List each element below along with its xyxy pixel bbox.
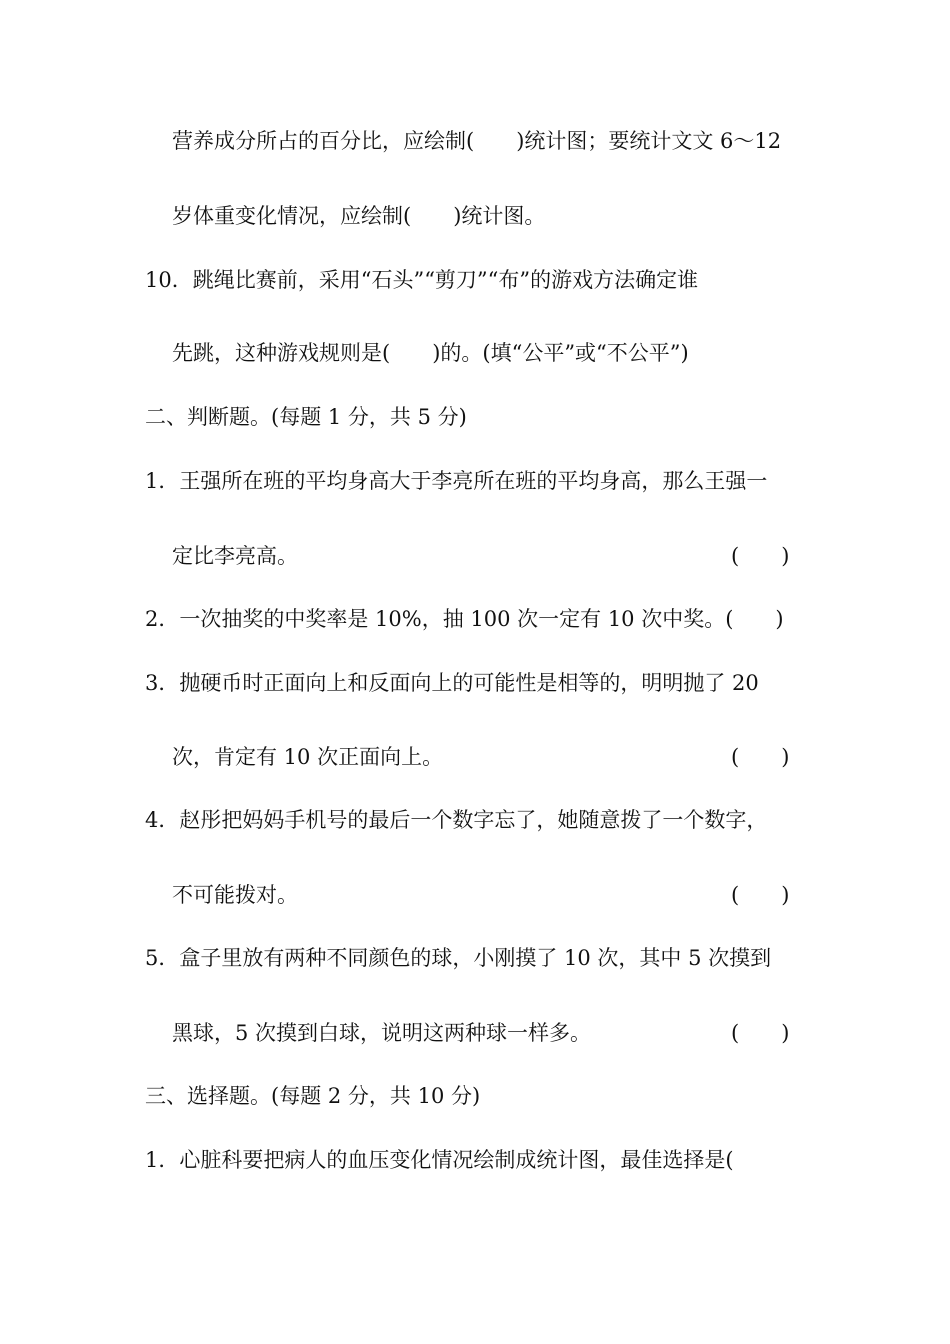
text-line-6 <box>0 461 950 501</box>
text-line-2 <box>0 196 950 236</box>
section-heading-judgment: 二、判断题。(每题 1 分，共 5 分) <box>145 405 467 429</box>
answer-bracket: ( ) <box>731 745 790 769</box>
text-line-9 <box>0 663 950 703</box>
judgment-question-1: 1．王强所在班的平均身高大于李亮所在班的平均身高，那么王强一 <box>145 469 768 493</box>
text-line-1 <box>0 121 950 161</box>
question-10-continuation: 先跳，这种游戏规则是( )的。(填“公平”或“不公平”) <box>172 341 689 365</box>
text-line-3 <box>0 260 950 300</box>
judgment-question-3-continuation: 次，肯定有 10 次正面向上。 <box>172 745 444 769</box>
answer-bracket: ( ) <box>731 1021 790 1045</box>
judgment-question-5-continuation: 黑球，5 次摸到白球，说明这两种球一样多。 <box>172 1021 592 1045</box>
question-10: 10．跳绳比赛前，采用“石头”“剪刀”“布”的游戏方法确定谁 <box>145 268 699 292</box>
text-line-11 <box>0 800 950 840</box>
q9-continuation-1: 营养成分所占的百分比，应绘制( )统计图；要统计文文 6～12 <box>172 129 782 153</box>
choice-question-1: 1．心脏科要把病人的血压变化情况绘制成统计图，最佳选择是( <box>145 1148 734 1172</box>
text-line-5 <box>0 397 950 437</box>
text-line-7 <box>0 536 950 576</box>
text-line-15 <box>0 1076 950 1116</box>
q9-continuation-2: 岁体重变化情况，应绘制( )统计图。 <box>172 204 546 228</box>
judgment-question-1-continuation: 定比李亮高。 <box>172 544 298 568</box>
judgment-question-4-continuation: 不可能拨对。 <box>172 883 298 907</box>
section-heading-choice: 三、选择题。(每题 2 分，共 10 分) <box>145 1084 481 1108</box>
answer-bracket: ( ) <box>731 544 790 568</box>
text-line-8 <box>0 599 950 639</box>
judgment-question-4: 4．赵彤把妈妈手机号的最后一个数字忘了，她随意拨了一个数字， <box>145 808 768 832</box>
judgment-question-3: 3．抛硬币时正面向上和反面向上的可能性是相等的，明明抛了 20 <box>145 671 759 695</box>
text-line-14 <box>0 1013 950 1053</box>
text-line-4 <box>0 333 950 373</box>
judgment-question-2: 2．一次抽奖的中奖率是 10%，抽 100 次一定有 10 次中奖。( ) <box>145 607 784 631</box>
text-line-10 <box>0 737 950 777</box>
text-line-16 <box>0 1140 950 1180</box>
text-line-12 <box>0 875 950 915</box>
text-line-13 <box>0 938 950 978</box>
answer-bracket: ( ) <box>731 883 790 907</box>
judgment-question-5: 5．盒子里放有两种不同颜色的球，小刚摸了 10 次，其中 5 次摸到 <box>145 946 772 970</box>
